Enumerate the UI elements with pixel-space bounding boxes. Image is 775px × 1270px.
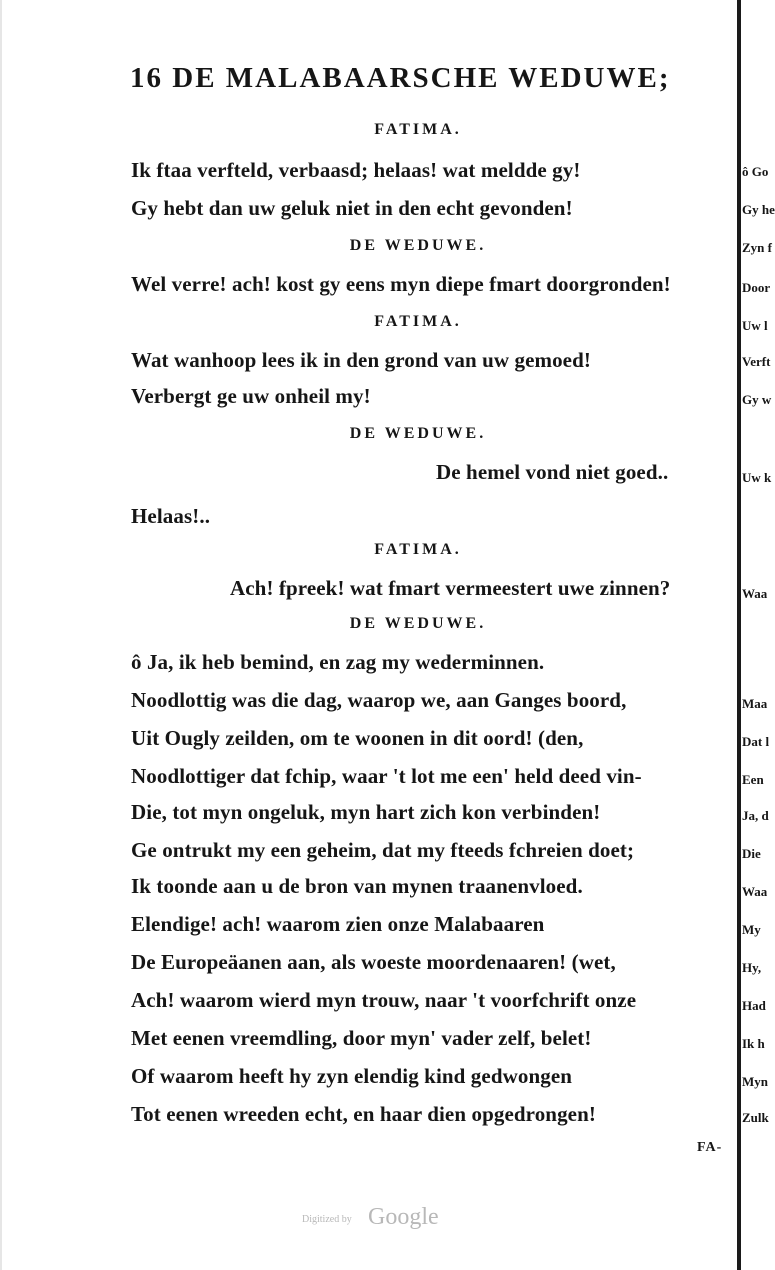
margin-fragment: My bbox=[742, 922, 761, 937]
verse-line: Ge ontrukt my een geheim, dat my fteeds fchreien doet; bbox=[131, 838, 635, 862]
margin-fragment: Verft bbox=[742, 354, 771, 369]
margin-fragment: Ik h bbox=[742, 1036, 765, 1051]
margin-fragment: Had bbox=[742, 998, 766, 1013]
margin-fragment: Zyn f bbox=[742, 240, 772, 255]
margin-fragment: Maa bbox=[742, 696, 768, 711]
verse-line: Uit Ougly zeilden, om te woonen in dit oord! (den, bbox=[131, 726, 584, 750]
margin-fragment: Gy w bbox=[742, 392, 772, 407]
margin-fragment: Hy, bbox=[742, 960, 762, 975]
catchword: FA- bbox=[697, 1140, 723, 1155]
verse-line: De Europeäanen aan, als woeste moordenaaren! (wet, bbox=[131, 950, 616, 974]
verse-line: Of waarom heeft hy zyn elendig kind gedwongen bbox=[131, 1064, 573, 1088]
margin-fragment: Zulk bbox=[742, 1110, 769, 1125]
left-page-edge bbox=[0, 0, 2, 1270]
verse-line: Noodlottig was die dag, waarop we, aan Ganges boord, bbox=[131, 688, 627, 712]
verse-line: Gy hebt dan uw geluk niet in den echt gevonden! bbox=[131, 196, 573, 220]
verse-line: Die, tot myn ongeluk, myn hart zich kon verbinden! bbox=[131, 800, 601, 824]
verse-line: Wat wanhoop lees ik in den grond van uw gemoed! bbox=[131, 348, 591, 372]
verse-line: Noodlottiger dat fchip, waar 't lot me een' held deed vin- bbox=[131, 764, 642, 788]
speaker-name: DE WEDUWE. bbox=[349, 237, 487, 254]
margin-fragment: ô Go bbox=[742, 164, 769, 179]
margin-fragment: Uw l bbox=[742, 318, 768, 333]
verse-line: Ik toonde aan u de bron van mynen traanenvloed. bbox=[131, 874, 583, 898]
verse-line: Verbergt ge uw onheil my! bbox=[131, 384, 371, 408]
margin-fragment: Myn bbox=[742, 1074, 768, 1089]
margin-fragment: Uw k bbox=[742, 470, 772, 485]
margin-fragment: Dat l bbox=[742, 734, 770, 749]
verse-line: Tot eenen wreeden echt, en haar dien opgedrongen! bbox=[131, 1102, 596, 1126]
margin-fragment: Waa bbox=[742, 884, 768, 899]
speaker-name: FATIMA. bbox=[374, 121, 462, 138]
verse-line: Wel verre! ach! kost gy eens myn diepe fmart doorgronden! bbox=[131, 272, 671, 296]
margin-fragment: Waa bbox=[742, 586, 768, 601]
verse-line: Ach! waarom wierd myn trouw, naar 't voorfchrift onze bbox=[131, 988, 637, 1012]
verse-line: Elendige! ach! waarom zien onze Malabaaren bbox=[131, 912, 545, 936]
digitized-by-label: Digitized by bbox=[302, 1214, 352, 1225]
speaker-name: FATIMA. bbox=[374, 541, 462, 558]
verse-line: Helaas!.. bbox=[131, 504, 211, 528]
speaker-name: FATIMA. bbox=[374, 313, 462, 330]
speaker-name: DE WEDUWE. bbox=[349, 425, 487, 442]
verse-line: ô Ja, ik heb bemind, en zag my wederminnen. bbox=[131, 650, 545, 674]
verse-line: Ach! fpreek! wat fmart vermeestert uwe zinnen? bbox=[230, 576, 671, 600]
page-gutter-rule bbox=[737, 0, 741, 1270]
margin-fragment: Gy he bbox=[742, 202, 775, 217]
running-heading: 16 DE MALABAARSCHE WEDUWE; bbox=[130, 62, 671, 94]
margin-fragment: Door bbox=[742, 280, 771, 295]
google-watermark-logo: Google bbox=[368, 1204, 439, 1230]
margin-fragment: Een bbox=[742, 772, 764, 787]
verse-line: Met eenen vreemdling, door myn' vader zelf, belet! bbox=[131, 1026, 592, 1050]
verse-line: Ik ftaa verfteld, verbaasd; helaas! wat meldde gy! bbox=[131, 158, 581, 182]
speaker-name: DE WEDUWE. bbox=[349, 615, 487, 632]
verse-line: De hemel vond niet goed.. bbox=[436, 460, 669, 484]
margin-fragment: Ja, d bbox=[742, 808, 769, 823]
margin-fragment: Die bbox=[742, 846, 761, 861]
